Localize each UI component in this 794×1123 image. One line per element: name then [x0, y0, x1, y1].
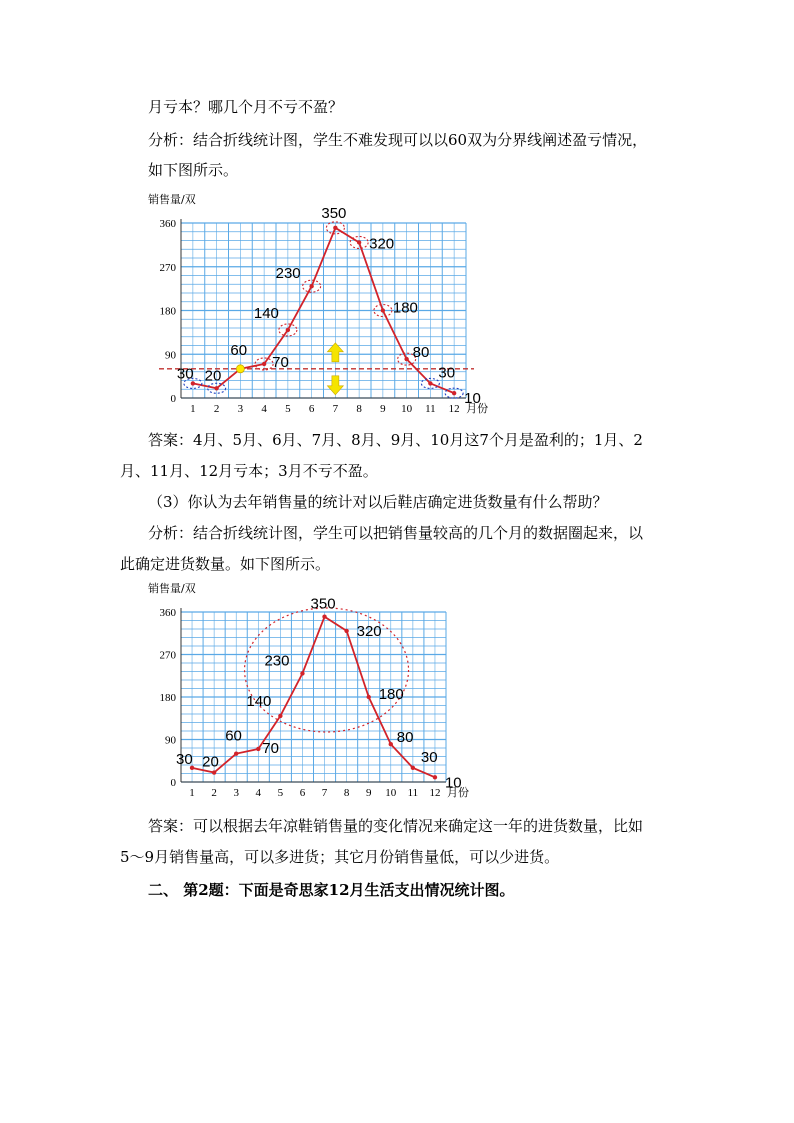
- analysis-line-1: 分析：结合折线统计图，学生不难发现可以以60双为分界线阐述盈亏情况，: [148, 131, 648, 149]
- data-label: 350: [321, 204, 347, 222]
- x-tick-label: 9: [365, 787, 372, 799]
- x-axis-title: 月份: [446, 786, 469, 799]
- y-tick-label: 180: [159, 305, 176, 318]
- x-tick-label: 10: [385, 787, 397, 799]
- x-tick-label: 5: [277, 787, 284, 799]
- data-label: 10: [464, 390, 481, 408]
- answer-line-2: 月、11月、12月亏本；3月不亏不盈。: [120, 462, 378, 480]
- y-tick-label: 270: [159, 649, 176, 662]
- y-tick-label: 90: [165, 734, 176, 747]
- x-tick-label: 6: [299, 787, 306, 799]
- data-label: 180: [392, 299, 418, 317]
- data-label: 180: [378, 686, 404, 703]
- data-label: 350: [310, 595, 336, 613]
- data-point: [411, 766, 415, 770]
- data-label: 30: [420, 748, 438, 766]
- data-point: [262, 362, 266, 366]
- data-label: 140: [253, 304, 279, 322]
- chart1-group: [148, 192, 488, 415]
- y-tick-label: 0: [170, 777, 176, 789]
- data-label: 140: [246, 692, 272, 710]
- text-line-1: 月亏本？哪几个月不亏不盈？: [148, 98, 344, 116]
- data-point: [214, 386, 218, 390]
- data-label: 320: [369, 235, 395, 253]
- data-point: [286, 328, 290, 332]
- x-tick-label: 1: [190, 403, 196, 415]
- y-tick-label: 180: [159, 692, 176, 704]
- data-point: [212, 770, 216, 774]
- answer-line-1: 答案：4月、5月、6月、7月、8月、9月、10月这7个月是盈利的；1月、2: [148, 431, 643, 449]
- x-tick-label: 2: [211, 787, 217, 799]
- data-label: 80: [412, 344, 430, 362]
- data-point: [309, 284, 313, 288]
- data-label: 230: [264, 652, 290, 670]
- data-point: [404, 357, 408, 361]
- x-tick-label: 10: [401, 403, 413, 415]
- data-point: [256, 747, 260, 751]
- data-point: [300, 671, 304, 675]
- x-tick-label: 8: [356, 403, 362, 415]
- data-label: 60: [230, 341, 248, 359]
- x-tick-label: 11: [407, 787, 419, 799]
- data-label: 70: [272, 353, 289, 371]
- data-label: 20: [202, 753, 219, 771]
- data-point: [322, 615, 326, 619]
- x-tick-label: 4: [261, 403, 267, 415]
- analysis-line-2: 如下图所示。: [148, 161, 239, 179]
- data-label: 30: [176, 750, 193, 768]
- y-axis-title: 销售量/双: [148, 582, 196, 595]
- data-label: 30: [438, 364, 456, 382]
- data-point: [278, 714, 282, 718]
- data-label: 30: [176, 365, 194, 383]
- x-tick-label: 12: [448, 403, 460, 415]
- x-tick-label: 6: [308, 403, 315, 415]
- data-label: 70: [262, 739, 279, 757]
- answer-line-4: 5～9月销售量高，可以多进货；其它月份销售量低，可以少进货。: [120, 848, 560, 866]
- data-point: [452, 391, 456, 395]
- x-tick-label: 3: [237, 403, 244, 415]
- x-tick-label: 3: [233, 787, 239, 799]
- data-label: 320: [356, 622, 382, 640]
- data-label: 60: [225, 727, 242, 745]
- y-tick-label: 360: [159, 607, 176, 619]
- x-tick-label: 2: [213, 403, 220, 415]
- x-tick-label: 11: [425, 403, 436, 415]
- analysis-line-4: 此确定进货数量。如下图所示。: [120, 555, 331, 573]
- answer-line-3: 答案：可以根据去年凉鞋销售量的变化情况来确定这一年的进货数量，比如: [148, 817, 644, 835]
- data-point: [381, 308, 385, 312]
- y-tick-label: 90: [165, 349, 176, 362]
- y-tick-label: 0: [170, 393, 176, 405]
- data-point: [433, 775, 437, 779]
- section-heading-2: 二、 第2题：下面是奇思家12月生活支出情况统计图。: [148, 881, 515, 899]
- y-axis-title: 销售量/双: [148, 193, 196, 206]
- data-label: 10: [444, 774, 462, 792]
- x-tick-label: 1: [189, 787, 195, 799]
- breakeven-marker: [236, 365, 244, 373]
- x-tick-label: 7: [332, 403, 339, 415]
- y-tick-label: 270: [159, 261, 176, 274]
- data-label: 80: [396, 729, 414, 747]
- data-point: [428, 381, 432, 385]
- x-tick-label: 9: [380, 403, 386, 415]
- x-tick-label: 12: [429, 787, 441, 799]
- data-point: [234, 751, 238, 755]
- data-label: 230: [275, 265, 301, 283]
- data-point: [357, 240, 361, 244]
- x-tick-label: 5: [285, 403, 291, 415]
- x-tick-label: 4: [255, 787, 262, 799]
- data-point: [344, 629, 348, 633]
- analysis-line-3: 分析：结合折线统计图，学生可以把销售量较高的几个月的数据圈起来，以: [148, 524, 644, 542]
- question-3: （3）你认为去年销售量的统计对以后鞋店确定进货数量有什么帮助？: [148, 493, 608, 511]
- x-tick-label: 8: [343, 787, 350, 799]
- data-point: [333, 226, 337, 230]
- y-tick-label: 360: [159, 218, 176, 230]
- x-tick-label: 7: [321, 787, 328, 799]
- x-axis-title: 月份: [466, 402, 489, 415]
- data-point: [367, 695, 371, 699]
- data-label: 20: [204, 367, 222, 385]
- chart2-group: [148, 581, 469, 799]
- data-point: [389, 742, 393, 746]
